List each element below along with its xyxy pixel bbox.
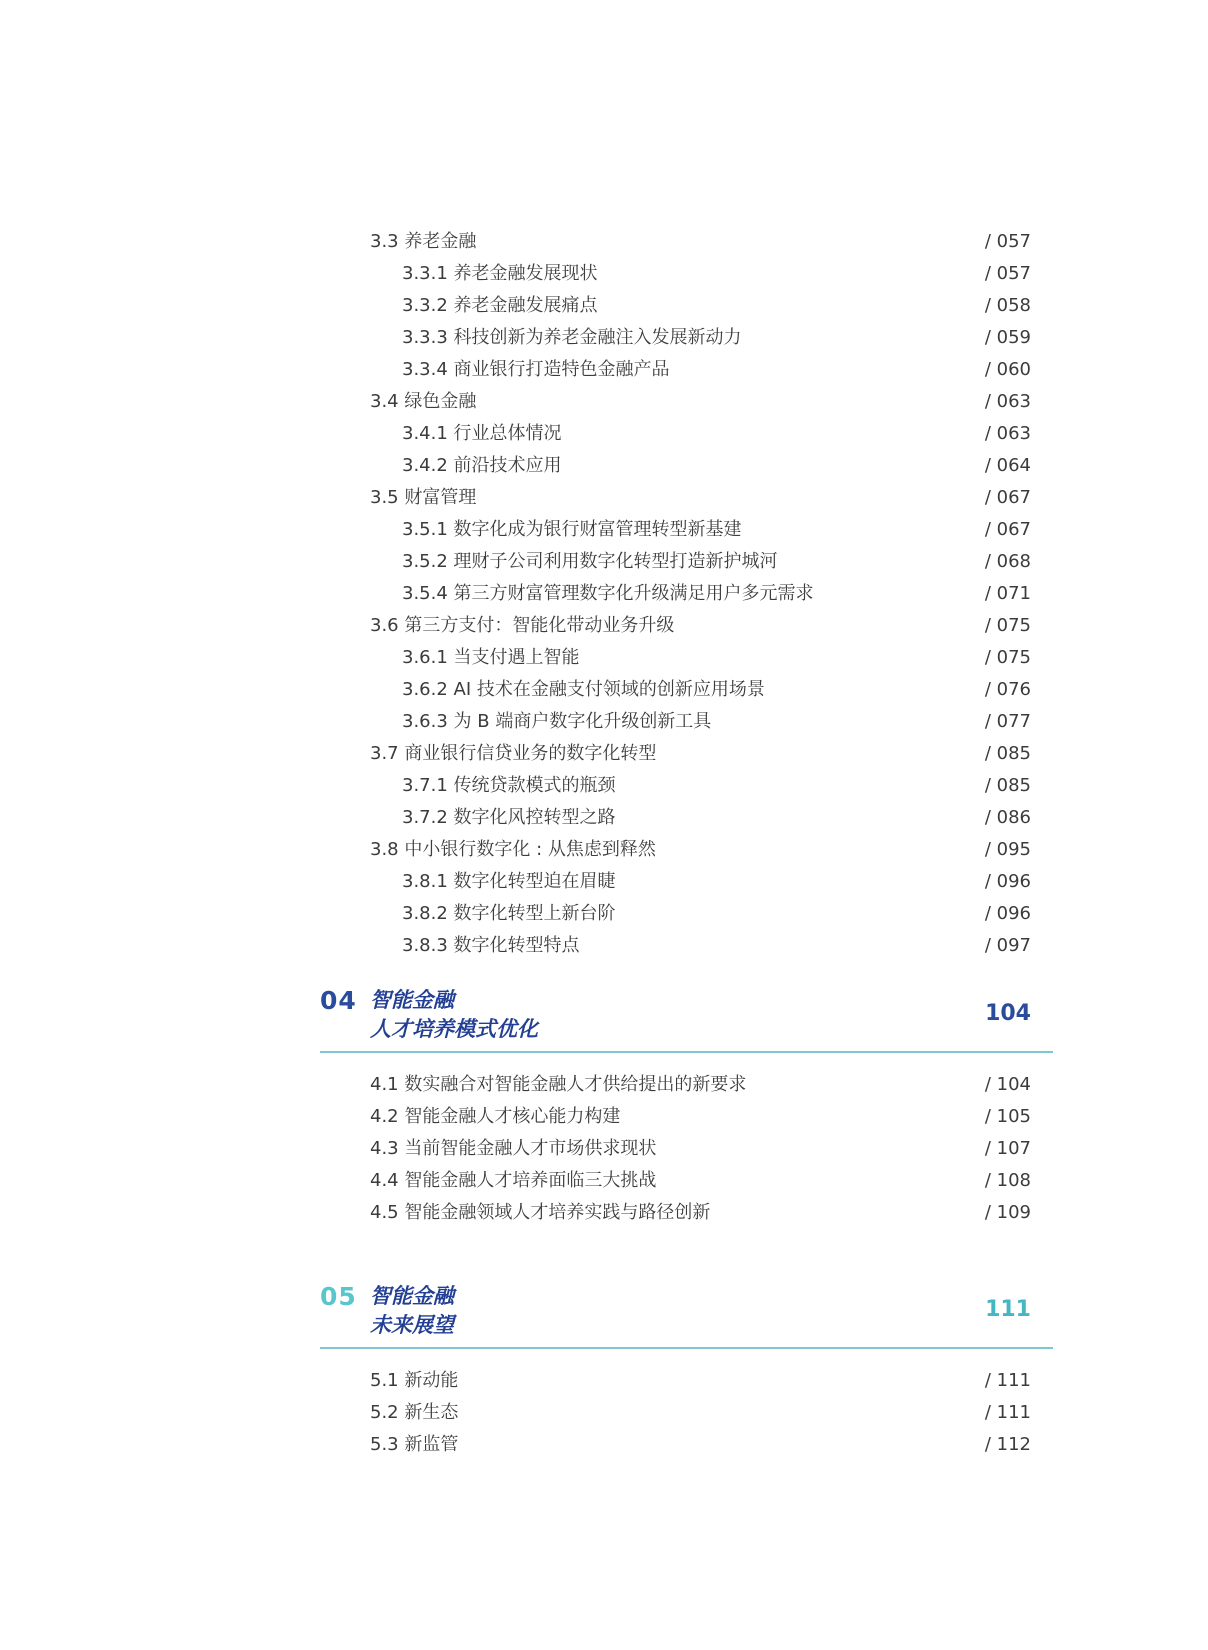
toc-entry-title: 3.5 财富管理	[370, 487, 477, 508]
toc-entry-title: 3.3.1 养老金融发展现状	[402, 263, 598, 284]
toc-entry-3-6[interactable]	[370, 611, 1031, 641]
toc-entry-3-6-3[interactable]	[402, 707, 1031, 737]
toc-entry-title: 3.8.1 数字化转型迫在眉睫	[402, 871, 616, 892]
toc-entry-title: 5.1 新动能	[370, 1370, 459, 1391]
toc-entry-3-8[interactable]	[370, 835, 1031, 865]
toc-entry-3-8-3[interactable]	[402, 931, 1031, 961]
toc-entry-page: / 086	[984, 807, 1031, 828]
toc-entry-3-7-2[interactable]	[402, 803, 1031, 833]
chapter-5-page[interactable]: 111	[985, 1297, 1031, 1322]
chapter-4-page[interactable]: 104	[985, 1001, 1031, 1026]
toc-entry-5-3[interactable]	[370, 1430, 1031, 1460]
toc-entry-3-6-2[interactable]	[402, 675, 1031, 705]
toc-entry-title: 3.7 商业银行信贷业务的数字化转型	[370, 743, 657, 764]
toc-entry-page: / 075	[984, 647, 1031, 668]
toc-entry-title: 4.3 当前智能金融人才市场供求现状	[370, 1138, 657, 1159]
toc-entry-page: / 075	[984, 615, 1031, 636]
toc-entry-page: / 108	[984, 1170, 1031, 1191]
toc-entry-title: 4.1 数实融合对智能金融人才供给提出的新要求	[370, 1074, 747, 1095]
toc-entry-5-2[interactable]	[370, 1398, 1031, 1428]
toc-entry-3-5[interactable]	[370, 483, 1031, 513]
toc-entry-page: / 077	[984, 711, 1031, 732]
toc-entry-page: / 071	[984, 583, 1031, 604]
toc-entry-title: 3.6.1 当支付遇上智能	[402, 647, 580, 668]
toc-entry-page: / 097	[984, 935, 1031, 956]
toc-entry-page: / 067	[984, 487, 1031, 508]
toc-entry-title: 3.7.1 传统贷款模式的瓶颈	[402, 775, 616, 796]
toc-entry-page: / 107	[984, 1138, 1031, 1159]
toc-entry-3-5-2[interactable]	[402, 547, 1031, 577]
toc-entry-title: 3.8 中小银行数字化 : 从焦虑到释然	[370, 839, 656, 860]
chapter-5-divider	[320, 1347, 1053, 1349]
toc-entry-page: / 057	[984, 231, 1031, 252]
toc-entry-page: / 104	[984, 1074, 1031, 1095]
toc-entry-title: 4.4 智能金融人才培养面临三大挑战	[370, 1170, 657, 1191]
toc-entry-title: 3.3.3 科技创新为养老金融注入发展新动力	[402, 327, 742, 348]
toc-entry-title: 3.5.4 第三方财富管理数字化升级满足用户多元需求	[402, 583, 814, 604]
toc-entry-3-4-2[interactable]	[402, 451, 1031, 481]
toc-entry-page: / 112	[984, 1434, 1031, 1455]
toc-entry-title: 5.2 新生态	[370, 1402, 459, 1423]
chapter-5-title-line1: 智能金融	[370, 1284, 454, 1308]
toc-entry-page: / 105	[984, 1106, 1031, 1127]
chapter-4-divider	[320, 1051, 1053, 1053]
toc-entry-page: / 059	[984, 327, 1031, 348]
toc-entry-page: / 085	[984, 743, 1031, 764]
toc-entry-3-4-1[interactable]	[402, 419, 1031, 449]
toc-entry-page: / 068	[984, 551, 1031, 572]
toc-entry-3-3-2[interactable]	[402, 291, 1031, 321]
toc-entry-page: / 064	[984, 455, 1031, 476]
toc-entry-page: / 063	[984, 391, 1031, 412]
toc-entry-page: / 109	[984, 1202, 1031, 1223]
toc-entry-3-5-1[interactable]	[402, 515, 1031, 545]
chapter-4-title-line2: 人才培养模式优化	[370, 1017, 538, 1041]
toc-entry-title: 3.4.2 前沿技术应用	[402, 455, 562, 476]
chapter-4-title-line1: 智能金融	[370, 988, 454, 1012]
toc-entry-page: / 096	[984, 871, 1031, 892]
toc-entry-3-4[interactable]	[370, 387, 1031, 417]
toc-entry-title: 3.8.2 数字化转型上新台阶	[402, 903, 616, 924]
toc-entry-3-7-1[interactable]	[402, 771, 1031, 801]
toc-entry-title: 3.5.2 理财子公司利用数字化转型打造新护城河	[402, 551, 778, 572]
toc-entry-3-3-4[interactable]	[402, 355, 1031, 385]
toc-entry-4-1[interactable]	[370, 1070, 1031, 1100]
toc-entry-page: / 057	[984, 263, 1031, 284]
toc-entry-page: / 060	[984, 359, 1031, 380]
toc-entry-3-8-1[interactable]	[402, 867, 1031, 897]
toc-entry-title: 3.5.1 数字化成为银行财富管理转型新基建	[402, 519, 742, 540]
toc-entry-page: / 076	[984, 679, 1031, 700]
toc-entry-title: 3.3.2 养老金融发展痛点	[402, 295, 598, 316]
toc-entry-page: / 096	[984, 903, 1031, 924]
toc-entry-page: / 058	[984, 295, 1031, 316]
toc-entry-page: / 111	[984, 1402, 1031, 1423]
toc-entry-title: 3.3.4 商业银行打造特色金融产品	[402, 359, 670, 380]
toc-entry-page: / 111	[984, 1370, 1031, 1391]
toc-entry-4-4[interactable]	[370, 1166, 1031, 1196]
toc-entry-3-6-1[interactable]	[402, 643, 1031, 673]
toc-entry-title: 3.4 绿色金融	[370, 391, 477, 412]
toc-entry-3-7[interactable]	[370, 739, 1031, 769]
toc-entry-5-1[interactable]	[370, 1366, 1031, 1396]
toc-entry-title: 3.8.3 数字化转型特点	[402, 935, 580, 956]
toc-entry-page: / 067	[984, 519, 1031, 540]
toc-entry-3-3-1[interactable]	[402, 259, 1031, 289]
toc-entry-3-3[interactable]	[370, 227, 1031, 257]
toc-entry-3-3-3[interactable]	[402, 323, 1031, 353]
chapter-5-number: 05	[320, 1282, 357, 1311]
toc-entry-4-5[interactable]	[370, 1198, 1031, 1228]
toc-entry-title: 3.3 养老金融	[370, 231, 477, 252]
toc-entry-title: 5.3 新监管	[370, 1434, 459, 1455]
toc-entry-4-3[interactable]	[370, 1134, 1031, 1164]
toc-entry-title: 3.6 第三方支付：智能化带动业务升级	[370, 615, 675, 636]
toc-entry-title: 4.5 智能金融领域人才培养实践与路径创新	[370, 1202, 711, 1223]
chapter-5-title-line2: 未来展望	[370, 1313, 454, 1337]
toc-entry-page: / 063	[984, 423, 1031, 444]
toc-entry-page: / 095	[984, 839, 1031, 860]
toc-entry-title: 3.7.2 数字化风控转型之路	[402, 807, 616, 828]
toc-entry-title: 3.4.1 行业总体情况	[402, 423, 562, 444]
chapter-4-number: 04	[320, 986, 357, 1015]
toc-entry-title: 4.2 智能金融人才核心能力构建	[370, 1106, 621, 1127]
toc-entry-3-5-4[interactable]	[402, 579, 1031, 609]
toc-entry-page: / 085	[984, 775, 1031, 796]
toc-entry-title: 3.6.3 为 B 端商户数字化升级创新工具	[402, 711, 712, 732]
toc-entry-title: 3.6.2 AI 技术在金融支付领域的创新应用场景	[402, 679, 765, 700]
toc-entry-3-8-2[interactable]	[402, 899, 1031, 929]
toc-entry-4-2[interactable]	[370, 1102, 1031, 1132]
